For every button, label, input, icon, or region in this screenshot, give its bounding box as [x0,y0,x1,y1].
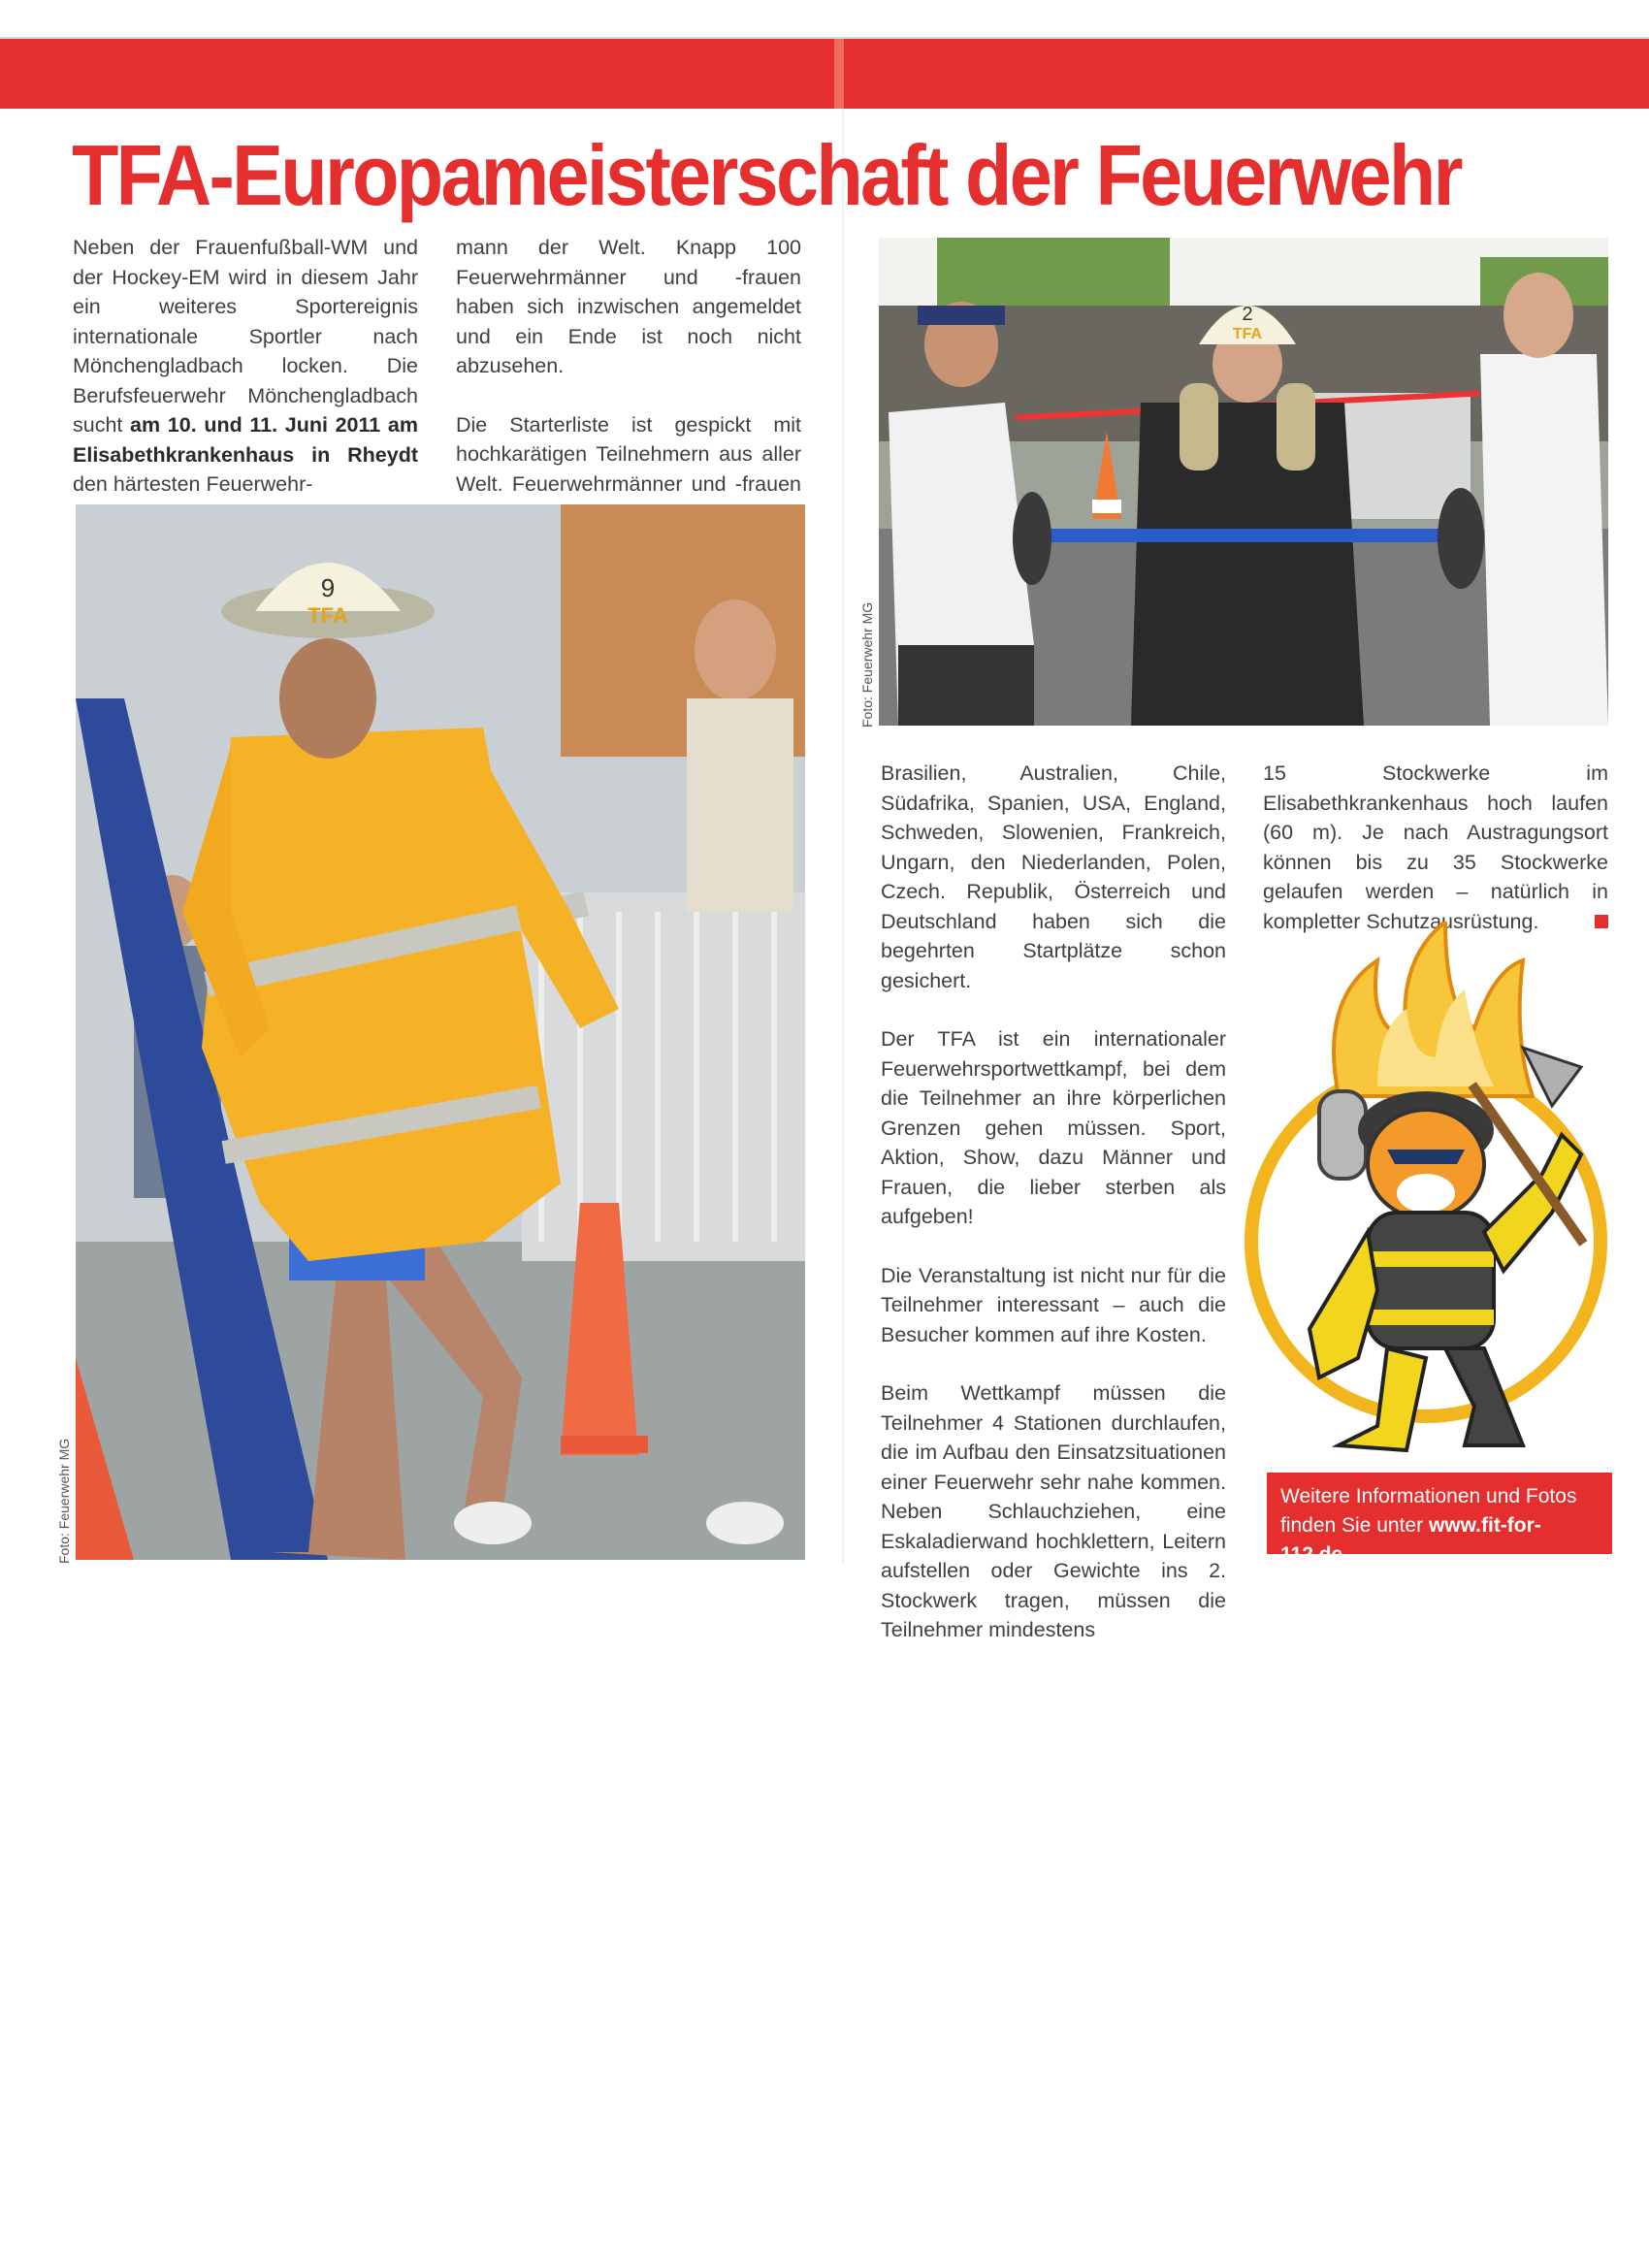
article-title: TFA-Europameisterschaft der Feuerwehr [72,127,1461,223]
info-box [1267,1473,1612,1566]
text-column-1 [73,233,418,529]
paragraph-countries: Brasilien, Australien, Chile, Südafrika, Spanien, USA, England, Schweden, Slowenien, Frankreich, Ungarn, den Niederlanden, Polen, Czech. Republik, Österreich und Deutschland haben sich die begehrten Startplätze schon gesichert. [881,761,1226,992]
info-line-2-text: finden Sie unter [1280,1514,1429,1537]
helmet-number-9: 9 [320,573,336,602]
intro-text: Neben der Frauenfußball-WM und der Hockey-EM wird in diesem Jahr ein weiteres Sportereignis internationale Sportler nach Mönchengladbach locken. Die Berufsfeuerwehr Mönchengladbach sucht [73,236,418,437]
stairs-text: 15 Stockwerke im Elisabethkrankenhaus hoch laufen (60 m). Je nach Austragungsort können bis zu 35 Stockwerke gelaufen werden – natürlich in kompletter Schutzausrüstung. [1263,761,1608,933]
text-column-3 [881,759,1226,1674]
paragraph-visitors: Die Veranstaltung ist nicht nur für die Teilnehmer interessant – auch die Besucher kommen auf ihre Kosten. [881,1263,1226,1346]
page-fold [842,109,844,1564]
paragraph-intro [73,233,418,500]
photo-weight-carry [879,238,1608,726]
page-fold-band [834,39,844,109]
helmet-number-2: 2 [1242,304,1253,325]
paragraph-stations: Beim Wettkampf müssen die Teilnehmer 4 Stationen durchlaufen, die im Aufbau den Einsatzsituationen einer Feuerwehr sehr nahe kommen. Neben Schlauchziehen, eine Eskaladierwand hochklettern, Leitern aufstellen oder Gewichte ins 2. Stockwerk tragen, müssen die Teilnehmer mindestens [881,1381,1226,1641]
red-header-band [0,39,1649,109]
info-line-1: Weitere Informationen und Fotos [1280,1485,1577,1507]
helmet-label-tfa-right: TFA [1232,326,1263,342]
photo-runner [76,504,805,1560]
intro-date-location: am 10. und 11. Juni 2011 am Elisabethkrankenhaus in Rheydt [73,413,418,467]
website-link[interactable]: www.fit-for-112.de [1280,1514,1541,1566]
runner-illustration [76,504,805,1560]
helmet-label-tfa: TFA [307,603,348,628]
paragraph-participants: mann der Welt. Knapp 100 Feuerwehrmänner und -frauen haben sich inzwischen angemeldet und ein Ende ist noch nicht abzusehen. [456,236,801,377]
photo-caption-left: Foto: Feuerwehr MG [56,1438,72,1564]
photo-caption-right: Foto: Feuerwehr MG [859,601,875,728]
weight-carry-illustration [879,238,1608,726]
paragraph-tfa-description: Der TFA ist ein internationaler Feuerwehrsportwettkampf, bei dem die Teilnehmer an ihre körperlichen Grenzen gehen müssen. Sport, Aktion, Show, dazu Männer und Frauen, die lieber sterben als aufgeben! [881,1027,1226,1228]
paragraph-stairs [1263,759,1608,936]
paragraph-starterliste: Die Starterliste ist gespickt mit hochkarätigen Teilnehmern aus aller Welt. Feuerwehrmänner und -frauen [456,412,801,496]
info-line-2 [1280,1511,1599,1570]
tiger-mascot-icon [1232,922,1620,1465]
tiger-mascot-logo [1232,922,1620,1465]
intro-text-end: den härtesten Feuerwehr- [73,472,313,496]
